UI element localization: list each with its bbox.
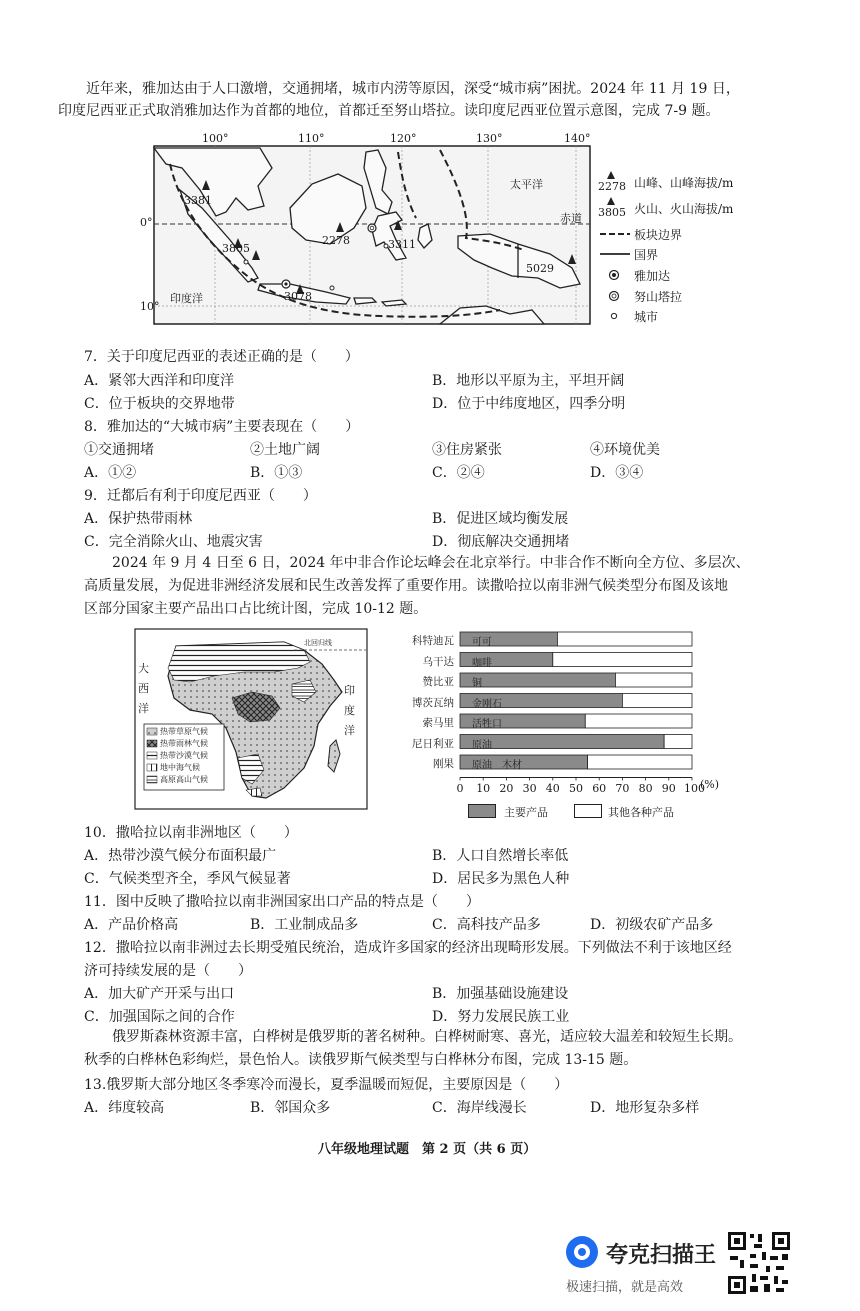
question-11-option-a: A．产品价格高 [84,917,179,933]
bar-other-products [553,653,692,667]
qr-code-svg [726,1230,792,1296]
equator-label: 赤道 [560,212,582,225]
question-7-option-d: D．位于中纬度地区，四季分明 [432,396,626,412]
category-label: 刚果 [433,758,454,770]
x-tick-label: 50 [569,781,583,795]
scanner-slogan: 极速扫描，就是高效 [566,1280,684,1295]
intro-paragraph-3-line-2: 秋季的白桦林色彩绚烂，景色怡人。读俄罗斯气候类型与白桦林分布图，完成 13-15 题。 [84,1052,638,1068]
question-11-option-b: B．工业制成品多 [250,917,359,933]
legend-peak-text: 山峰、山峰海拔/m [634,176,734,190]
legend-volcano-text: 火山、火山海拔/m [634,202,734,216]
x-tick-label: 40 [545,781,560,795]
legend-savanna: 热带草原气候 [160,727,208,736]
bar-other-products [557,632,692,646]
question-13-stem: 13.俄罗斯大部分地区冬季寒冷而漫长，夏季温暖而短促，主要原因是（ ） [84,1077,569,1093]
question-11-stem: 11．图中反映了撒哈拉以南非洲国家出口产品的特点是（ ） [84,894,480,910]
question-9-stem: 9．迁都后有利于印度尼西亚（ ） [84,488,317,504]
peak-label: 3381 [184,194,212,207]
legend-main-label: 主要产品 [504,806,548,819]
category-label: 博茨瓦纳 [412,696,454,709]
question-8-stem: 8．雅加达的“大城市病”主要表现在（ ） [84,419,360,435]
x-tick-label: 60 [592,781,607,795]
question-12-option-c: C．加强国际之间的合作 [84,1009,235,1025]
plate-boundary-icon [600,230,630,238]
x-tick-label: 10 [476,781,491,795]
scanner-logo-icon [566,1236,598,1268]
x-tick-label: 0 [456,781,464,795]
question-12-stem-line-1: 12．撒哈拉以南非洲过去长期受殖民统治，造成许多国家的经济出现畸形发展。下列做法不利于该地区经 [84,940,732,956]
question-8-item-3: ③住房紧张 [432,442,502,458]
x-tick-label: 80 [638,781,653,795]
page-footer: 八年级地理试题 第 2 页（共 6 页） [318,1142,537,1157]
intro-paragraph-2-line-3: 区部分国家主要产品出口占比统计图，完成 10-12 题。 [84,601,428,617]
lon-label-140: 140° [564,132,591,145]
peak-icon [606,170,616,180]
x-unit-label: (%) [700,778,720,791]
bar-other-products [664,735,692,749]
legend-other-label: 其他各种产品 [608,806,674,819]
question-13-option-b: B．邻国众多 [250,1100,331,1116]
legend-jakarta-text: 雅加达 [634,269,671,283]
question-9-option-c: C．完全消除火山、地震灾害 [84,534,263,550]
peak-label: 5029 [526,262,554,275]
question-10-option-d: D．居民多为黑色人种 [432,871,570,887]
bar-main-product [460,673,615,687]
question-7-option-c: C．位于板块的交界地带 [84,396,235,412]
legend-city-text: 城市 [634,310,659,324]
lon-label-100: 100° [202,132,229,145]
city-icon [610,312,618,320]
question-8-option-a: A．①② [84,465,137,481]
lat-label-10: 10° [140,300,160,313]
legend-volcano-value: 3805 [598,206,626,219]
export-share-chart-svg [396,626,726,826]
bar-other-products [615,673,692,687]
nusantara-icon [608,290,620,302]
legend-mediterranean: 地中海气候 [160,763,200,772]
qr-code-icon [726,1230,792,1296]
category-label: 索马里 [422,717,454,729]
question-13-option-c: C．海岸线漫长 [432,1100,527,1116]
volcano-icon [606,196,616,206]
product-label: 可可 [472,637,492,648]
legend-main-swatch [468,804,496,818]
question-10-stem: 10．撒哈拉以南非洲地区（ ） [84,825,298,841]
legend-desert: 热带沙漠气候 [160,751,208,760]
x-tick-label: 20 [499,781,514,795]
indonesia-map [140,128,640,333]
indonesia-map-legend [596,170,766,330]
category-label: 科特迪瓦 [412,635,454,647]
question-10-option-c: C．气候类型齐全，季风气候显著 [84,871,291,887]
lat-label-0: 0° [140,216,153,229]
border-icon [600,250,630,258]
intro-paragraph-1-line-2: 印度尼西亚正式取消雅加达作为首都的地位，首都迁至努山塔拉。读印度尼西亚位置示意图，完成 7-9 题。 [58,103,720,119]
question-7-option-a: A．紧邻大西洋和印度洋 [84,373,235,389]
question-8-item-2: ②土地广阔 [250,442,320,458]
bar-other-products [622,694,692,708]
peak-label: 2278 [322,234,350,247]
pacific-ocean-label: 太平洋 [510,178,543,191]
category-label: 乌干达 [422,655,454,668]
question-7-option-b: B．地形以平原为主，平坦开阔 [432,373,625,389]
tropic-of-cancer-label: 北回归线 [304,639,332,647]
product-label: 活牲口 [472,719,502,730]
indian-ocean-label-2: 度 [344,704,355,717]
legend-highland: 高原高山气候 [160,775,208,784]
legend-peak-value: 2278 [598,180,626,193]
question-8-option-d: D．③④ [590,465,644,481]
jakarta-icon [608,269,620,281]
question-10-option-b: B．人口自然增长率低 [432,848,569,864]
question-9-option-a: A．保护热带雨林 [84,511,193,527]
indian-ocean-label-3: 洋 [344,724,355,737]
intro-paragraph-3-line-1: 俄罗斯森林资源丰富，白桦树是俄罗斯的著名树种。白桦树耐寒、喜光，适应较大温差和较短生长期。 [112,1029,742,1045]
question-13-option-a: A．纬度较高 [84,1100,165,1116]
lon-label-120: 120° [390,132,417,145]
question-9-option-d: D．彻底解决交通拥堵 [432,534,570,550]
product-label: 原油 木材 [472,760,522,771]
question-8-option-c: C．②④ [432,465,485,481]
question-8-item-1: ①交通拥堵 [84,442,154,458]
question-8-option-b: B．①③ [250,465,303,481]
question-8-item-4: ④环境优美 [590,442,660,458]
peak-label: 3311 [388,238,416,251]
indian-ocean-label-1: 印 [344,684,355,697]
product-label: 铜 [472,678,482,689]
legend-plate-text: 板块边界 [634,228,683,242]
africa-climate-map [134,628,368,810]
question-11-option-c: C．高科技产品多 [432,917,541,933]
export-share-chart [396,626,726,826]
indian-ocean-label: 印度洋 [170,292,203,305]
product-label: 咖啡 [472,657,492,669]
x-tick-label: 30 [522,781,537,795]
lon-label-130: 130° [476,132,503,145]
peak-label: 3078 [284,290,312,303]
legend-rainforest: 热带雨林气候 [160,739,208,748]
atlantic-label-3: 洋 [138,702,149,715]
x-tick-label: 90 [661,781,676,795]
indonesia-map-svg [140,128,640,333]
question-12-stem-line-2: 济可持续发展的是（ ） [84,963,252,979]
scanner-brand: 夸克扫描王 [606,1243,717,1268]
x-tick-label: 100 [684,781,705,795]
question-12-option-a: A．加大矿产开采与出口 [84,986,235,1002]
question-7-stem: 7．关于印度尼西亚的表述正确的是（ ） [84,349,359,365]
question-12-option-d: D．努力发展民族工业 [432,1009,570,1025]
question-11-option-d: D．初级农矿产品多 [590,917,714,933]
question-9-option-b: B．促进区域均衡发展 [432,511,569,527]
category-label: 尼日利亚 [412,737,454,750]
bar-other-products [588,755,692,769]
intro-paragraph-2-line-1: 2024 年 9 月 4 日至 6 日，2024 年中非合作论坛峰会在北京举行。中非合作不断向全方位、多层次、 [112,555,750,571]
category-label: 赞比亚 [422,676,454,688]
question-12-option-b: B．加强基础设施建设 [432,986,569,1002]
product-label: 金刚石 [472,698,502,710]
intro-paragraph-1-line-1: 近年来，雅加达由于人口激增，交通拥堵，城市内涝等原因，深受“城市病”困扰。2024 年 11 月 19 日， [86,81,740,97]
legend-other-swatch [574,804,602,818]
atlantic-label-1: 大 [138,662,149,675]
lon-label-110: 110° [298,132,325,145]
legend-nusantara-text: 努山塔拉 [634,290,683,304]
question-13-option-d: D．地形复杂多样 [590,1100,700,1116]
intro-paragraph-2-line-2: 高质量发展，为促进非洲经济发展和民生改善发挥了重要作用。读撒哈拉以南非洲气候类型分布图及该地 [84,578,728,594]
x-tick-label: 70 [615,781,630,795]
legend-border-text: 国界 [634,248,659,262]
bar-other-products [585,714,692,728]
product-label: 原油 [472,739,492,751]
atlantic-label-2: 西 [138,682,149,695]
question-10-option-a: A．热带沙漠气候分布面积最广 [84,848,277,864]
peak-label: 3805 [222,242,250,255]
